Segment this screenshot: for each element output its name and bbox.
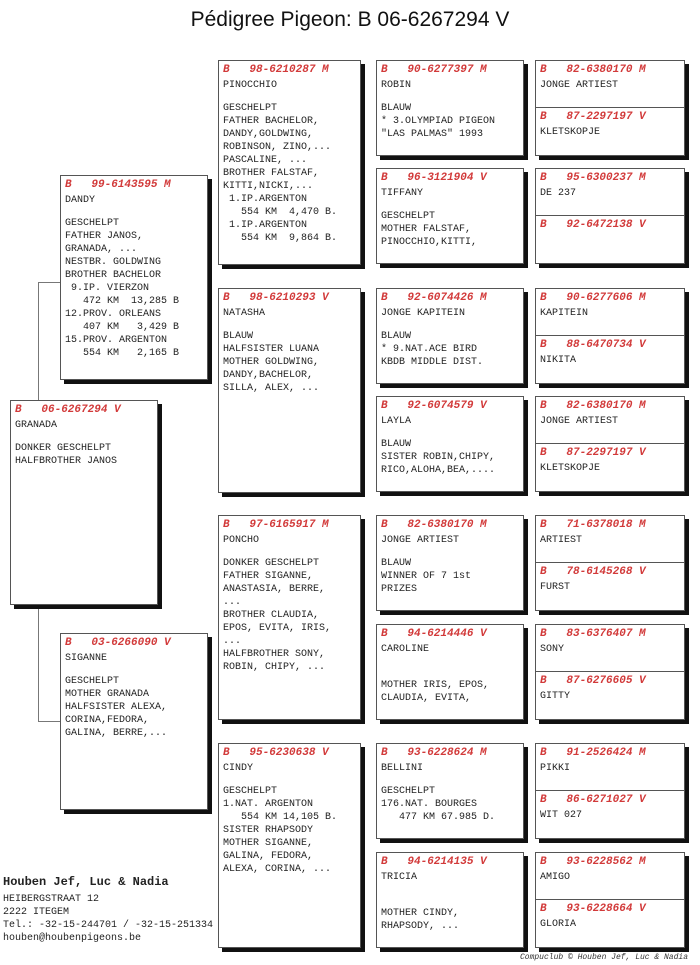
gen4-name: TIFFANY [381, 188, 424, 199]
note-line: MOTHER IRIS, EPOS, [381, 680, 490, 691]
gen4-notes [377, 656, 523, 705]
owner-street: HEIBERGSTRAAT 12 [3, 894, 100, 905]
gen5-card-1 [535, 60, 685, 156]
gen5-name: ARTIEST [540, 535, 583, 546]
gen4-ring: B 94-6214446 V [381, 628, 487, 640]
gen4-ring: B 82-6380170 M [381, 519, 487, 531]
note-line: 554 KM 14,105 B. [223, 812, 338, 823]
gen5-sire [536, 61, 684, 92]
owner-phone: Tel.: -32-15-244701 / -32-15-251334 [3, 920, 214, 931]
gen5-dam [536, 444, 684, 475]
gen5-name: SONY [540, 644, 565, 655]
note-line: ANASTASIA, BERRE, [223, 584, 326, 595]
sire-notes [61, 207, 207, 360]
gen4-ring: B 92-6074426 M [381, 292, 487, 304]
gen5-sire [536, 397, 684, 428]
gen4-card-8 [376, 852, 524, 948]
note-line: DONKER GESCHELPT [15, 443, 112, 454]
gen5-sire [536, 289, 684, 320]
dam-card [60, 633, 208, 810]
gen5-name: WIT 027 [540, 810, 583, 821]
gen5-name: AMIGO [540, 872, 571, 883]
gen5-card-2 [535, 168, 685, 264]
note-line: BLAUW [223, 331, 254, 342]
note-line: 176.NAT. BOURGES [381, 799, 478, 810]
gen3-name: NATASHA [223, 308, 266, 319]
note-line: GALINA, BERRE,... [65, 728, 168, 739]
sire-ring: B 99-6143595 M [65, 179, 171, 191]
note-line: GRANADA, ... [65, 244, 138, 255]
gen5-name: NIKITA [540, 355, 577, 366]
sire-card [60, 175, 208, 380]
gen4-name: BELLINI [381, 763, 424, 774]
gen3-notes [219, 547, 360, 674]
gen4-ring: B 94-6214135 V [381, 856, 487, 868]
note-line: BROTHER CLAUDIA, [223, 610, 320, 621]
dam-name: SIGANNE [65, 653, 108, 664]
gen5-name: GITTY [540, 691, 571, 702]
note-line: RHAPSODY, ... [381, 921, 460, 932]
gen5-name: GLORIA [540, 919, 577, 930]
gen5-dam [536, 563, 684, 594]
gen5-ring: B 88-6470734 V [540, 339, 646, 351]
gen4-notes [377, 200, 523, 249]
note-line: KITTI,NICKI,... [223, 181, 314, 192]
dam-ring: B 03-6266090 V [65, 637, 171, 649]
gen5-name: PIKKI [540, 763, 571, 774]
gen5-dam [536, 108, 684, 139]
note-line: MOTHER CINDY, [381, 908, 460, 919]
gen5-name: DE 237 [540, 188, 577, 199]
gen5-ring: B 78-6145268 V [540, 566, 646, 578]
gen5-card-5 [535, 515, 685, 611]
note-line: DANDY,GOLDWING, [223, 129, 314, 140]
subject-card [10, 400, 158, 605]
gen3-name: CINDY [223, 763, 254, 774]
gen5-card-8 [535, 852, 685, 948]
gen5-card-4 [535, 396, 685, 492]
gen4-ring: B 92-6074579 V [381, 400, 487, 412]
note-line: * 3.OLYMPIAD PIGEON [381, 116, 496, 127]
gen5-ring: B 87-6276605 V [540, 675, 646, 687]
note-line: GALINA, FEDORA, [223, 851, 314, 862]
gen5-ring: B 95-6300237 M [540, 172, 646, 184]
gen3-notes [219, 775, 360, 876]
note-line: MOTHER GRANADA [65, 689, 150, 700]
footer-copyright: Compuclub © Houben Jef, Luc & Nadia [519, 953, 688, 962]
gen5-ring: B 92-6472138 V [540, 219, 646, 231]
gen3-name: PONCHO [223, 535, 260, 546]
gen5-sire [536, 516, 684, 547]
note-line: SISTER RHAPSODY [223, 825, 314, 836]
subject-notes [11, 432, 157, 468]
note-line: CORINA,FEDORA, [65, 715, 150, 726]
gen5-ring: B 87-2297197 V [540, 111, 646, 123]
grandsire-card-1 [218, 60, 361, 265]
gen5-ring: B 82-6380170 M [540, 400, 646, 412]
page-title: Pédigree Pigeon: B 06-6267294 V [190, 8, 510, 31]
gen4-card-2 [376, 168, 524, 264]
note-line: DANDY,BACHELOR, [223, 370, 314, 381]
note-line: EPOS, EVITA, IRIS, [223, 623, 332, 634]
note-line: 1.IP.ARGENTON [223, 194, 308, 205]
gen4-name: TRICIA [381, 872, 418, 883]
note-line: 554 KM 4,470 B. [223, 207, 338, 218]
note-line: ... [223, 597, 242, 608]
gen5-ring: B 91-2526424 M [540, 747, 646, 759]
owner-city: 2222 ITEGEM [3, 907, 70, 918]
note-line: HALFBROTHER JANOS [15, 456, 118, 467]
note-line: MOTHER FALSTAF, [381, 224, 472, 235]
gen5-ring: B 93-6228562 M [540, 856, 646, 868]
subject-name: GRANADA [15, 420, 58, 431]
note-line: 472 KM 13,285 B [65, 296, 180, 307]
gen3-notes [219, 92, 360, 245]
gen5-name: JONGE ARTIEST [540, 80, 619, 91]
gen3-ring: B 98-6210293 V [223, 292, 329, 304]
note-line: BLAUW [381, 103, 412, 114]
note-line: 554 KM 9,864 B. [223, 233, 338, 244]
note-line: BROTHER FALSTAF, [223, 168, 320, 179]
note-line: SILLA, ALEX, ... [223, 383, 320, 394]
gen5-name: KLETSKOPJE [540, 127, 601, 138]
gen4-ring: B 90-6277397 M [381, 64, 487, 76]
gen5-ring: B 71-6378018 M [540, 519, 646, 531]
owner-email[interactable]: houben@houbenpigeons.be [3, 933, 142, 944]
note-line: "LAS PALMAS" 1993 [381, 129, 484, 140]
gen3-ring: B 97-6165917 M [223, 519, 329, 531]
gen5-ring: B 82-6380170 M [540, 64, 646, 76]
gen4-name: JONGE KAPITEIN [381, 308, 466, 319]
gen5-name: FURST [540, 582, 571, 593]
note-line: 1.IP.ARGENTON [223, 220, 308, 231]
gen3-ring: B 95-6230638 V [223, 747, 329, 759]
note-line: PRIZES [381, 584, 418, 595]
gen5-ring: B 87-2297197 V [540, 447, 646, 459]
owner-name: Houben Jef, Luc & Nadia [3, 875, 169, 889]
note-line: HALFSISTER ALEXA, [65, 702, 168, 713]
note-line: ROBINSON, ZINO,... [223, 142, 332, 153]
gen4-card-5 [376, 515, 524, 611]
note-line: 9.IP. VIERZON [65, 283, 150, 294]
note-line: BROTHER BACHELOR [65, 270, 162, 281]
gen4-card-6 [376, 624, 524, 720]
gen5-ring: B 93-6228664 V [540, 903, 646, 915]
gen3-notes [219, 320, 360, 395]
gen4-name: ROBIN [381, 80, 412, 91]
gen4-notes [377, 775, 523, 824]
gen4-card-3 [376, 288, 524, 384]
note-line: 1.NAT. ARGENTON [223, 799, 314, 810]
note-line: 12.PROV. ORLEANS [65, 309, 162, 320]
note-line: FATHER JANOS, [65, 231, 144, 242]
note-line: GESCHELPT [65, 676, 120, 687]
note-line: GESCHELPT [381, 786, 436, 797]
note-line: NESTBR. GOLDWING [65, 257, 162, 268]
gen3-ring: B 98-6210287 M [223, 64, 329, 76]
note-line: 554 KM 2,165 B [65, 348, 180, 359]
gen4-card-7 [376, 743, 524, 839]
gen5-card-7 [535, 743, 685, 839]
gen4-notes [377, 320, 523, 369]
gen3-name: PINOCCHIO [223, 80, 278, 91]
note-line: DONKER GESCHELPT [223, 558, 320, 569]
gen5-card-3 [535, 288, 685, 384]
note-line: BLAUW [381, 558, 412, 569]
gen4-name: CAROLINE [381, 644, 430, 655]
note-line: GESCHELPT [65, 218, 120, 229]
note-line: ROBIN, CHIPY, ... [223, 662, 326, 673]
note-line: PINOCCHIO,KITTI, [381, 237, 478, 248]
gen5-name: KLETSKOPJE [540, 463, 601, 474]
note-line: WINNER OF 7 1st [381, 571, 472, 582]
gen5-dam [536, 791, 684, 822]
gen5-ring: B 86-6271027 V [540, 794, 646, 806]
gen5-ring: B 83-6376407 M [540, 628, 646, 640]
gen4-notes [377, 428, 523, 477]
gen5-dam [536, 216, 684, 234]
granddam-card-1 [218, 288, 361, 493]
note-line: GESCHELPT [381, 211, 436, 222]
gen5-ring: B 90-6277606 M [540, 292, 646, 304]
gen4-notes [377, 547, 523, 596]
gen5-name: KAPITEIN [540, 308, 589, 319]
grandsire-card-2 [218, 515, 361, 720]
note-line: ALEXA, CORINA, ... [223, 864, 332, 875]
gen4-ring: B 93-6228624 M [381, 747, 487, 759]
note-line: CLAUDIA, EVITA, [381, 693, 472, 704]
note-line: SISTER ROBIN,CHIPY, [381, 452, 496, 463]
gen5-sire [536, 625, 684, 656]
gen5-name [536, 232, 684, 234]
note-line: RICO,ALOHA,BEA,.... [381, 465, 496, 476]
gen4-name: LAYLA [381, 416, 412, 427]
gen4-notes [377, 884, 523, 933]
note-line: FATHER SIGANNE, [223, 571, 314, 582]
note-line: * 9.NAT.ACE BIRD [381, 344, 478, 355]
gen4-card-4 [376, 396, 524, 492]
note-line: PASCALINE, ... [223, 155, 308, 166]
note-line: 407 KM 3,429 B [65, 322, 180, 333]
gen5-dam [536, 336, 684, 367]
gen4-name: JONGE ARTIEST [381, 535, 460, 546]
note-line: GESCHELPT [223, 103, 278, 114]
note-line: HALFBROTHER SONY, [223, 649, 326, 660]
subject-ring: B 06-6267294 V [15, 404, 121, 416]
note-line: MOTHER SIGANNE, [223, 838, 314, 849]
sire-name: DANDY [65, 195, 96, 206]
note-line: FATHER BACHELOR, [223, 116, 320, 127]
owner-block [3, 876, 213, 945]
gen5-sire [536, 169, 684, 200]
note-line: 477 KM 67.985 D. [381, 812, 496, 823]
note-line: BLAUW [381, 439, 412, 450]
gen5-card-6 [535, 624, 685, 720]
note-line: BLAUW [381, 331, 412, 342]
note-line: MOTHER GOLDWING, [223, 357, 320, 368]
gen4-notes [377, 92, 523, 141]
note-line: 15.PROV. ARGENTON [65, 335, 168, 346]
gen5-dam [536, 900, 684, 931]
gen4-card-1 [376, 60, 524, 156]
gen5-sire [536, 853, 684, 884]
granddam-card-2 [218, 743, 361, 948]
note-line: KBDB MIDDLE DIST. [381, 357, 484, 368]
gen4-ring: B 96-3121904 V [381, 172, 487, 184]
note-line: HALFSISTER LUANA [223, 344, 320, 355]
gen5-name: JONGE ARTIEST [540, 416, 619, 427]
dam-notes [61, 665, 207, 740]
note-line: ... [223, 636, 242, 647]
note-line: GESCHELPT [223, 786, 278, 797]
gen5-sire [536, 744, 684, 775]
gen5-dam [536, 672, 684, 703]
